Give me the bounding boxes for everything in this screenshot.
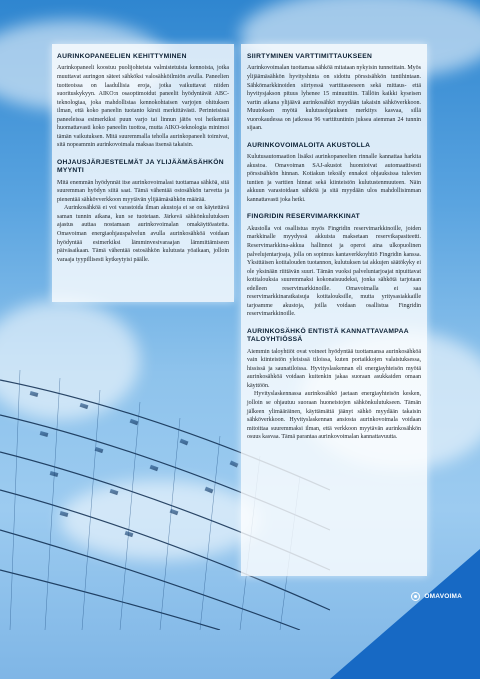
section-siirtyminen-varttimittaukseen — [247, 53, 421, 133]
section-aurinkovoimaloita-akustolla — [247, 142, 421, 205]
left-text-panel — [52, 44, 234, 302]
section-aurinkopaneelien-kehittyminen — [57, 53, 229, 150]
section-heading: AURINKOVOIMALOITA AKUSTOLLA — [247, 141, 371, 149]
section-heading: FINGRIDIN RESERVIMARKKINAT — [247, 213, 361, 221]
omavoima-logo-icon — [411, 592, 420, 601]
section-paragraph: Kulutusautomaation lisäksi aurinkopaneelien rinnalle kannattaa harkita akustoa. Omavoiman SAJ-akustot huomioivat automaattisesti pörssisähkön hinnan. Kotiakun tekoäly ennakoi ohjauksissa tulevien tuntien ja varttien hinnat sekä kiinteistön kulutustenmuuteen. Näin akkuun varastoidaan sähköä ja sitä myydään ulos mahdollisimman kannattavasti joka hetki. — [247, 154, 421, 203]
brand-corner-triangle — [330, 549, 480, 679]
right-text-panel — [241, 44, 427, 576]
section-heading: OHJAUSJÄRJESTELMÄT JA YLIJÄÄMÄSÄHKÖN MYYNTI — [57, 158, 224, 175]
section-paragraph: Aurinkopaneeli koostuu puolijohteista valmistetuista kennoista, jotka muuttavat auringon säteet sähköksi valosähköilmiön avulla. Paneelien tuotteoissa on laadullisia eroja, jotka vaikuttavat niiden suorituskykyyn. AIKO:n osaoptimoidut paneelit hyödyntävät ABC-teknologiaa, joka mahdollistaa kennokohtaisen varjojen ohituksen ilman, että koko paneelin tuotanto kärsii merkittävästi. Perinteisissä paneeleissa esimerkiksi puun varjo tai linnun jätös voi heikentää huomattavasti koko paneelin tuottoa, mutta AIKO-teknologia minimoi tämän vaikutuksen. Mitä suuremmalla teholla aurinkopaneeli toimivat, sitä nopeammin aurinkovoimala maksaa itsensä takaisin. — [57, 65, 229, 149]
section-heading: AURINKOSÄHKÖ ENTISTÄ KANNATTAVAMPAA TALOYHTIÖSSÄ — [247, 327, 409, 344]
brand-name: OMAVOIMA — [424, 593, 462, 600]
section-ohjausjarjestelmat — [57, 159, 229, 264]
section-paragraph: Hyvityslaskennassa aurinkosähkö jaetaan energiayhteisön kesken, jolloin se ohjautuu suoraan huoneistojen sähkönkulutukseen. Tämän jälkeen ylimääräinen, käyttämättä jäänyt sähkö myydään takaisin sähköverkkoon. Hyvityslaskennan ansiosta aurinkovoimala voidaan mitoittaa suuremmaksi ilman, että verkkoon myytävän aurinkosähkön osuus kasvaa. Tämä parantaa aurinkovoimalan kannattavuutta. — [247, 391, 421, 441]
section-heading: AURINKOPANEELIEN KEHITTYMINEN — [57, 53, 187, 60]
section-paragraph: Akustolla voi osallistua myös Fingridin reservimarkkinoille, joiden markkinalle myydyssä akkuista maksetaan reservikapasiteetti. Reservimarkkina-akkua hallinnoi ja operoi aina ulkopuolinen palvelujentarjoaja, jolla on sopimus kantaverkkoyhtiö Fingridin kanssa. Yksittäisen kotitalouden tuotannon, kulutuksen tai akkujen säätökyky ei ole yksinään riittävän suuri. Tämän vuoksi palveluntarjoajat nipuittavat kotitalouksia suuremmaksi kokonaisuudeksi, jonka sähkötä tarjotaan edelleen reservimarkkinoille. Omavoimalla ei saa reservimarkkinaratkaisuja kotitalouksille, mutta yritysasiakkaille tarjoamme akustoja, joilla voidaan osallistua Fingridin reservimarkkinoille. — [247, 225, 421, 318]
section-paragraph: Mitä enemmän hyödynnät itse aurinkovoimalasi tuottamaa sähköä, sitä suuremman hyödyn siitä saat. Tämä vähentää ostosähkön tarvetta ja pienentää sähkövverkkoon myytävän ylijäämäsähkön määrää. — [57, 179, 229, 203]
section-heading: SIIRTYMINEN VARTTIMITTAUKSEEN — [247, 53, 373, 60]
section-fingridin-reservimarkkinat — [247, 213, 421, 318]
section-paragraph: Aurinkovoimalan tuottamaa sähköä mitataan nykyisin tunneittain. Myös ylijäämäsähkön hyvityshinta on sidottu pörssisähkön tuntihintaan. Sähkömarkkinoiden siirtyessä varttitaseeseen sekä mittaus- että hyvitysjakson pituus lyhenee 15 minuuttiin. Tällöin kaikki kyseisen vartin aikana ylijäävä aurinkosähkö myydään takaisin sähköverkkoon. Muutoksen myötä kulutusohjauksen merkitys kasvaa, sillä vuorokaudessa on jatkossa 96 varttituntinin juksea aiemman 24 tunnin sijaan. — [247, 65, 421, 132]
section-paragraph: Aurinkosähköä ei voi varastoida ilman akustoja ei se on käytettävä saman tunnin aikana, kun se tuotetaan. Järkevä sähkönkulutuksen ajastus auttaa nostamaan aurinkovoimalan omakäyttöastetta. Omavoiman energiaohjauspalvelun avulla aurinkosähköä voidaan hyödyntää esimerkiksi lämminvesivaraajan lämmittämiseen päiväsaikaan. Tämä vähentää ostosähkön kulutusta yöaikaan, jolloin varaaja tyypillisesti kytkeytyisi päälle. — [57, 205, 229, 263]
section-paragraph: Aiemmin taloyhtiöt ovat voineet hyödyntää tuottamansa aurinkosähköä vain kiinteistön yleisissä tiloissa, kuten portaikkojen valaistuksessa, hississä ja saunatiloissa. Hyvityslaskennan eli energiayhteisön myötä aurinkosähköä voidaan kuitenkin jakaa suoraan asukkaiden omaan käyttöön. — [247, 348, 421, 389]
brand-logo — [411, 592, 462, 601]
section-aurinkosahko-taloyhtiossa — [247, 328, 421, 442]
